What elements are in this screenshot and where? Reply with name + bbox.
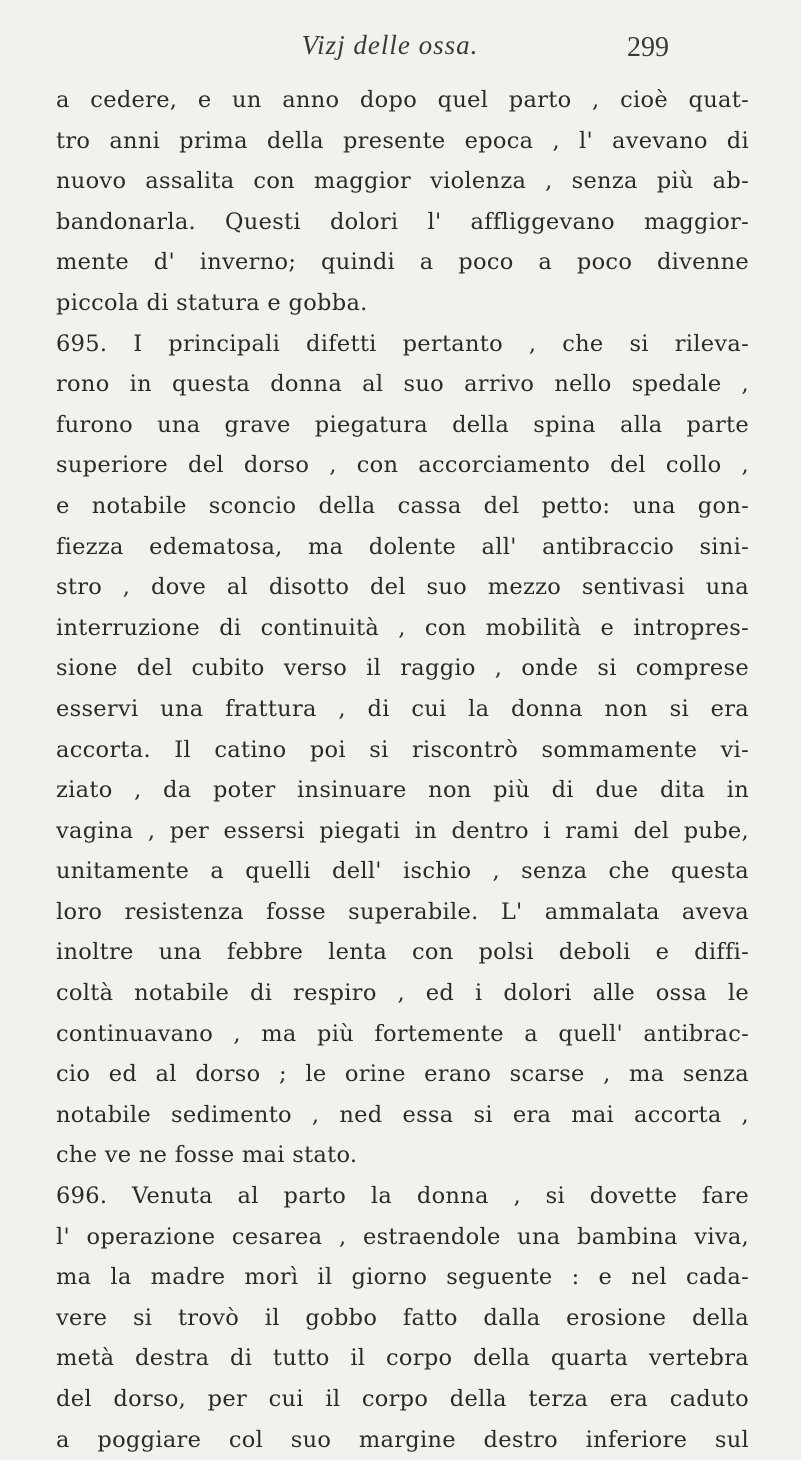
text-line: mente d' inverno; quindi a poco a poco divenne xyxy=(56,249,749,276)
text-line: tro anni prima della presente epoca , l' avevano di xyxy=(56,127,749,154)
text-line: 695. I principali difetti pertanto , che si rileva- xyxy=(56,330,749,357)
text-line: coltà notabile di respiro , ed i dolori alle ossa le xyxy=(56,980,749,1007)
body-text xyxy=(56,80,749,1460)
text-line: ziato , da poter insinuare non più di due dita in xyxy=(56,777,749,804)
running-head xyxy=(0,30,801,70)
text-line: esservi una frattura , di cui la donna non si era xyxy=(56,695,749,722)
text-line: che ve ne fosse mai stato. xyxy=(56,1142,358,1169)
text-line: a cedere, e un anno dopo quel parto , cioè quat- xyxy=(56,87,749,113)
text-line: nuovo assalita con maggior violenza , senza più ab- xyxy=(56,168,749,195)
text-line: l' operazione cesarea , estraendole una bambina viva, xyxy=(56,1223,749,1250)
text-line: a poggiare col suo margine destro inferiore sul xyxy=(56,1426,749,1453)
text-line: loro resistenza fosse superabile. L' ammalata aveva xyxy=(56,898,749,925)
page-number: 299 xyxy=(627,32,669,63)
running-title: Vizj delle ossa. xyxy=(301,30,479,60)
text-line: sione del cubito verso il raggio , onde si comprese xyxy=(56,655,749,682)
text-line: notabile sedimento , ned essa si era mai accorta , xyxy=(56,1101,749,1128)
text-line: continuavano , ma più fortemente a quell' antibrac- xyxy=(56,1020,749,1047)
text-line: piccola di statura e gobba. xyxy=(56,289,368,316)
text-line: interruzione di continuità , con mobilità e intropres- xyxy=(56,614,749,641)
text-line: del dorso, per cui il corpo della terza era caduto xyxy=(56,1386,749,1412)
text-line: fiezza edematosa, ma dolente all' antibraccio sini- xyxy=(56,533,749,560)
text-line: vagina , per essersi piegati in dentro i rami del pube, xyxy=(56,817,749,844)
text-line: rono in questa donna al suo arrivo nello spedale , xyxy=(56,371,749,398)
text-line: cio ed al dorso ; le orine erano scarse , ma senza xyxy=(56,1061,749,1088)
text-line: 696. Venuta al parto la donna , si dovette fare xyxy=(56,1183,749,1210)
text-line: ma la madre morì il giorno seguente : e nel cada- xyxy=(56,1264,749,1291)
text-line: stro , dove al disotto del suo mezzo sentivasi una xyxy=(56,574,749,601)
text-line: bandonarla. Questi dolori l' affliggevano maggior- xyxy=(56,208,749,235)
text-line: unitamente a quelli dell' ischio , senza che questa xyxy=(56,858,749,885)
text-line: furono una grave piegatura della spina alla parte xyxy=(56,411,749,438)
text-line: vere si trovò il gobbo fatto dalla erosione della xyxy=(56,1304,749,1331)
text-line: accorta. Il catino poi si riscontrò sommamente vi- xyxy=(56,736,749,763)
text-line: metà destra di tutto il corpo della quarta vertebra xyxy=(56,1345,749,1372)
text-line: e notabile sconcio della cassa del petto: una gon- xyxy=(56,492,749,519)
text-line: inoltre una febbre lenta con polsi deboli e diffi- xyxy=(56,939,749,966)
text-line: superiore del dorso , con accorciamento del collo , xyxy=(56,452,749,479)
